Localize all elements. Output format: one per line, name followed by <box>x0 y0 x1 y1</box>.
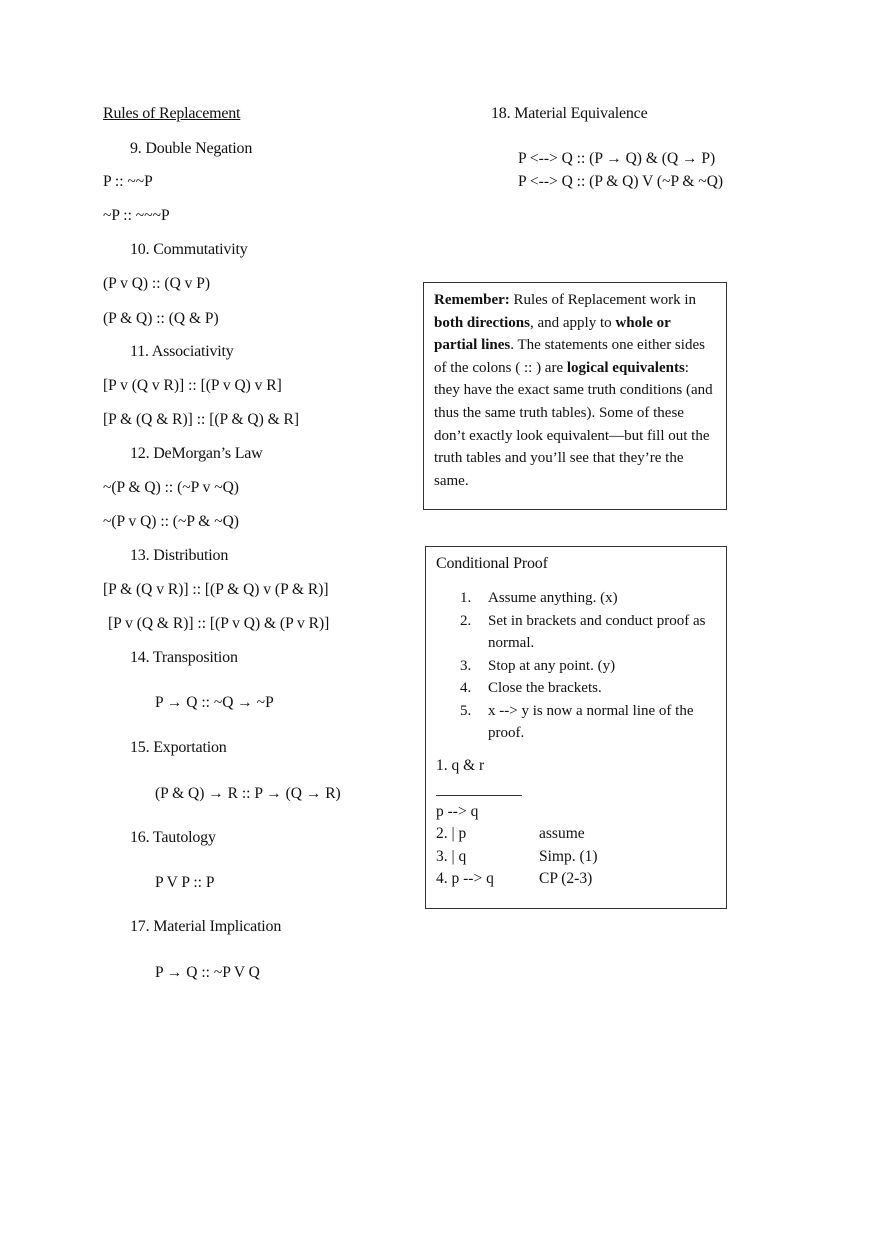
cp-step <box>460 677 720 700</box>
rule-9-line-1: P :: ~~P <box>103 173 153 190</box>
cp-proof-just-3: Simp. (1) <box>539 848 598 865</box>
cp-proof-line-2: 2. | p <box>436 825 467 842</box>
cp-step-text: Close the brackets. <box>488 680 602 696</box>
rule-13-line-1: [P & (Q v R)] :: [(P & Q) v (P & R)] <box>103 581 329 598</box>
cp-step <box>460 700 720 745</box>
rule-18-line-1: P <--> Q :: (P → Q) & (Q → P) <box>518 150 716 167</box>
rule-15-heading: 15. Exportation <box>130 739 227 756</box>
rule-10-heading: 10. Commutativity <box>130 241 248 258</box>
remember-text-2: , and apply to <box>529 314 616 331</box>
cp-step-text: Assume anything. (x) <box>488 590 618 606</box>
rule-16-heading: 16. Tautology <box>130 829 216 846</box>
remember-emph-whole-partial: whole or partial lines <box>434 314 671 354</box>
cp-premise: 1. q & r <box>436 757 485 774</box>
remember-box <box>423 282 727 510</box>
rule-10-line-2: (P & Q) :: (Q & P) <box>103 310 219 327</box>
rule-14-heading: 14. Transposition <box>130 649 238 666</box>
rule-15-line: (P & Q) → R :: P → (Q → R) <box>155 785 341 802</box>
conditional-proof-box <box>425 546 727 909</box>
rule-17-heading: 17. Material Implication <box>130 918 282 935</box>
cp-proof-line-4: 4. p --> q <box>436 870 494 887</box>
remember-text-1: Rules of Replacement work in <box>509 292 697 308</box>
rule-12-line-1: ~(P & Q) :: (~P v ~Q) <box>103 479 239 496</box>
rule-18-line-2: P <--> Q :: (P & Q) V (~P & ~Q) <box>518 173 724 190</box>
rule-16-line: P V P :: P <box>155 874 215 891</box>
cp-divider <box>436 795 522 796</box>
rule-10-line-1: (P v Q) :: (Q v P) <box>103 275 211 292</box>
rule-11-line-2: [P & (Q & R)] :: [(P & Q) & R] <box>103 411 300 428</box>
cp-step-num: 4. <box>460 680 472 696</box>
cp-step-text: Set in brackets and conduct proof as normal. <box>488 612 706 651</box>
rule-14-line: P → Q :: ~Q → ~P <box>155 694 274 711</box>
rule-11-heading: 11. Associativity <box>130 343 234 360</box>
cp-step-num: 3. <box>460 657 472 674</box>
rule-13-line-2: [P v (Q & R)] :: [(P v Q) & (P v R)] <box>108 615 330 632</box>
page-title: Rules of Replacement <box>103 105 241 122</box>
rule-17-line: P → Q :: ~P V Q <box>155 964 260 981</box>
cp-step-text: Stop at any point. (y) <box>488 657 616 674</box>
cp-step-num: 5. <box>460 702 472 719</box>
cp-step <box>460 587 720 610</box>
rule-9-heading: 9. Double Negation <box>130 140 253 157</box>
cp-steps <box>460 587 720 745</box>
cp-title: Conditional Proof <box>436 555 548 572</box>
cp-step <box>460 655 720 678</box>
remember-emph-both-directions: both directions <box>434 314 530 331</box>
rule-13-heading: 13. Distribution <box>130 547 229 564</box>
remember-emph-logical-equivalents: logical equivalents <box>566 359 685 376</box>
rule-9-line-2: ~P :: ~~~P <box>103 207 170 224</box>
cp-goal: p --> q <box>436 803 479 820</box>
cp-step <box>460 610 720 655</box>
cp-proof-just-2: assume <box>539 825 585 842</box>
cp-step-text: x --> y is now a normal line of the proof. <box>488 702 694 741</box>
rule-12-heading: 12. DeMorgan’s Law <box>130 445 263 462</box>
cp-step-num: 1. <box>460 590 472 606</box>
cp-proof-just-4: CP (2-3) <box>539 870 593 887</box>
rule-18-heading: 18. Material Equivalence <box>491 105 648 122</box>
rule-12-line-2: ~(P v Q) :: (~P & ~Q) <box>103 513 239 530</box>
remember-text-3: . The statements one either sides of the colons ( :: ) are <box>434 337 705 376</box>
remember-text <box>434 289 716 492</box>
cp-proof-line-3: 3. | q <box>436 848 467 865</box>
rule-11-line-1: [P v (Q v R)] :: [(P v Q) v R] <box>103 377 282 394</box>
remember-label: Remember: <box>434 292 510 308</box>
remember-text-4: : they have the exact same truth conditions (and thus the same truth tables). Some of these don’t exactly look equivalent—but fill out the truth tables and you’ll see that they’re the same. <box>434 359 713 489</box>
cp-step-num: 2. <box>460 612 472 629</box>
